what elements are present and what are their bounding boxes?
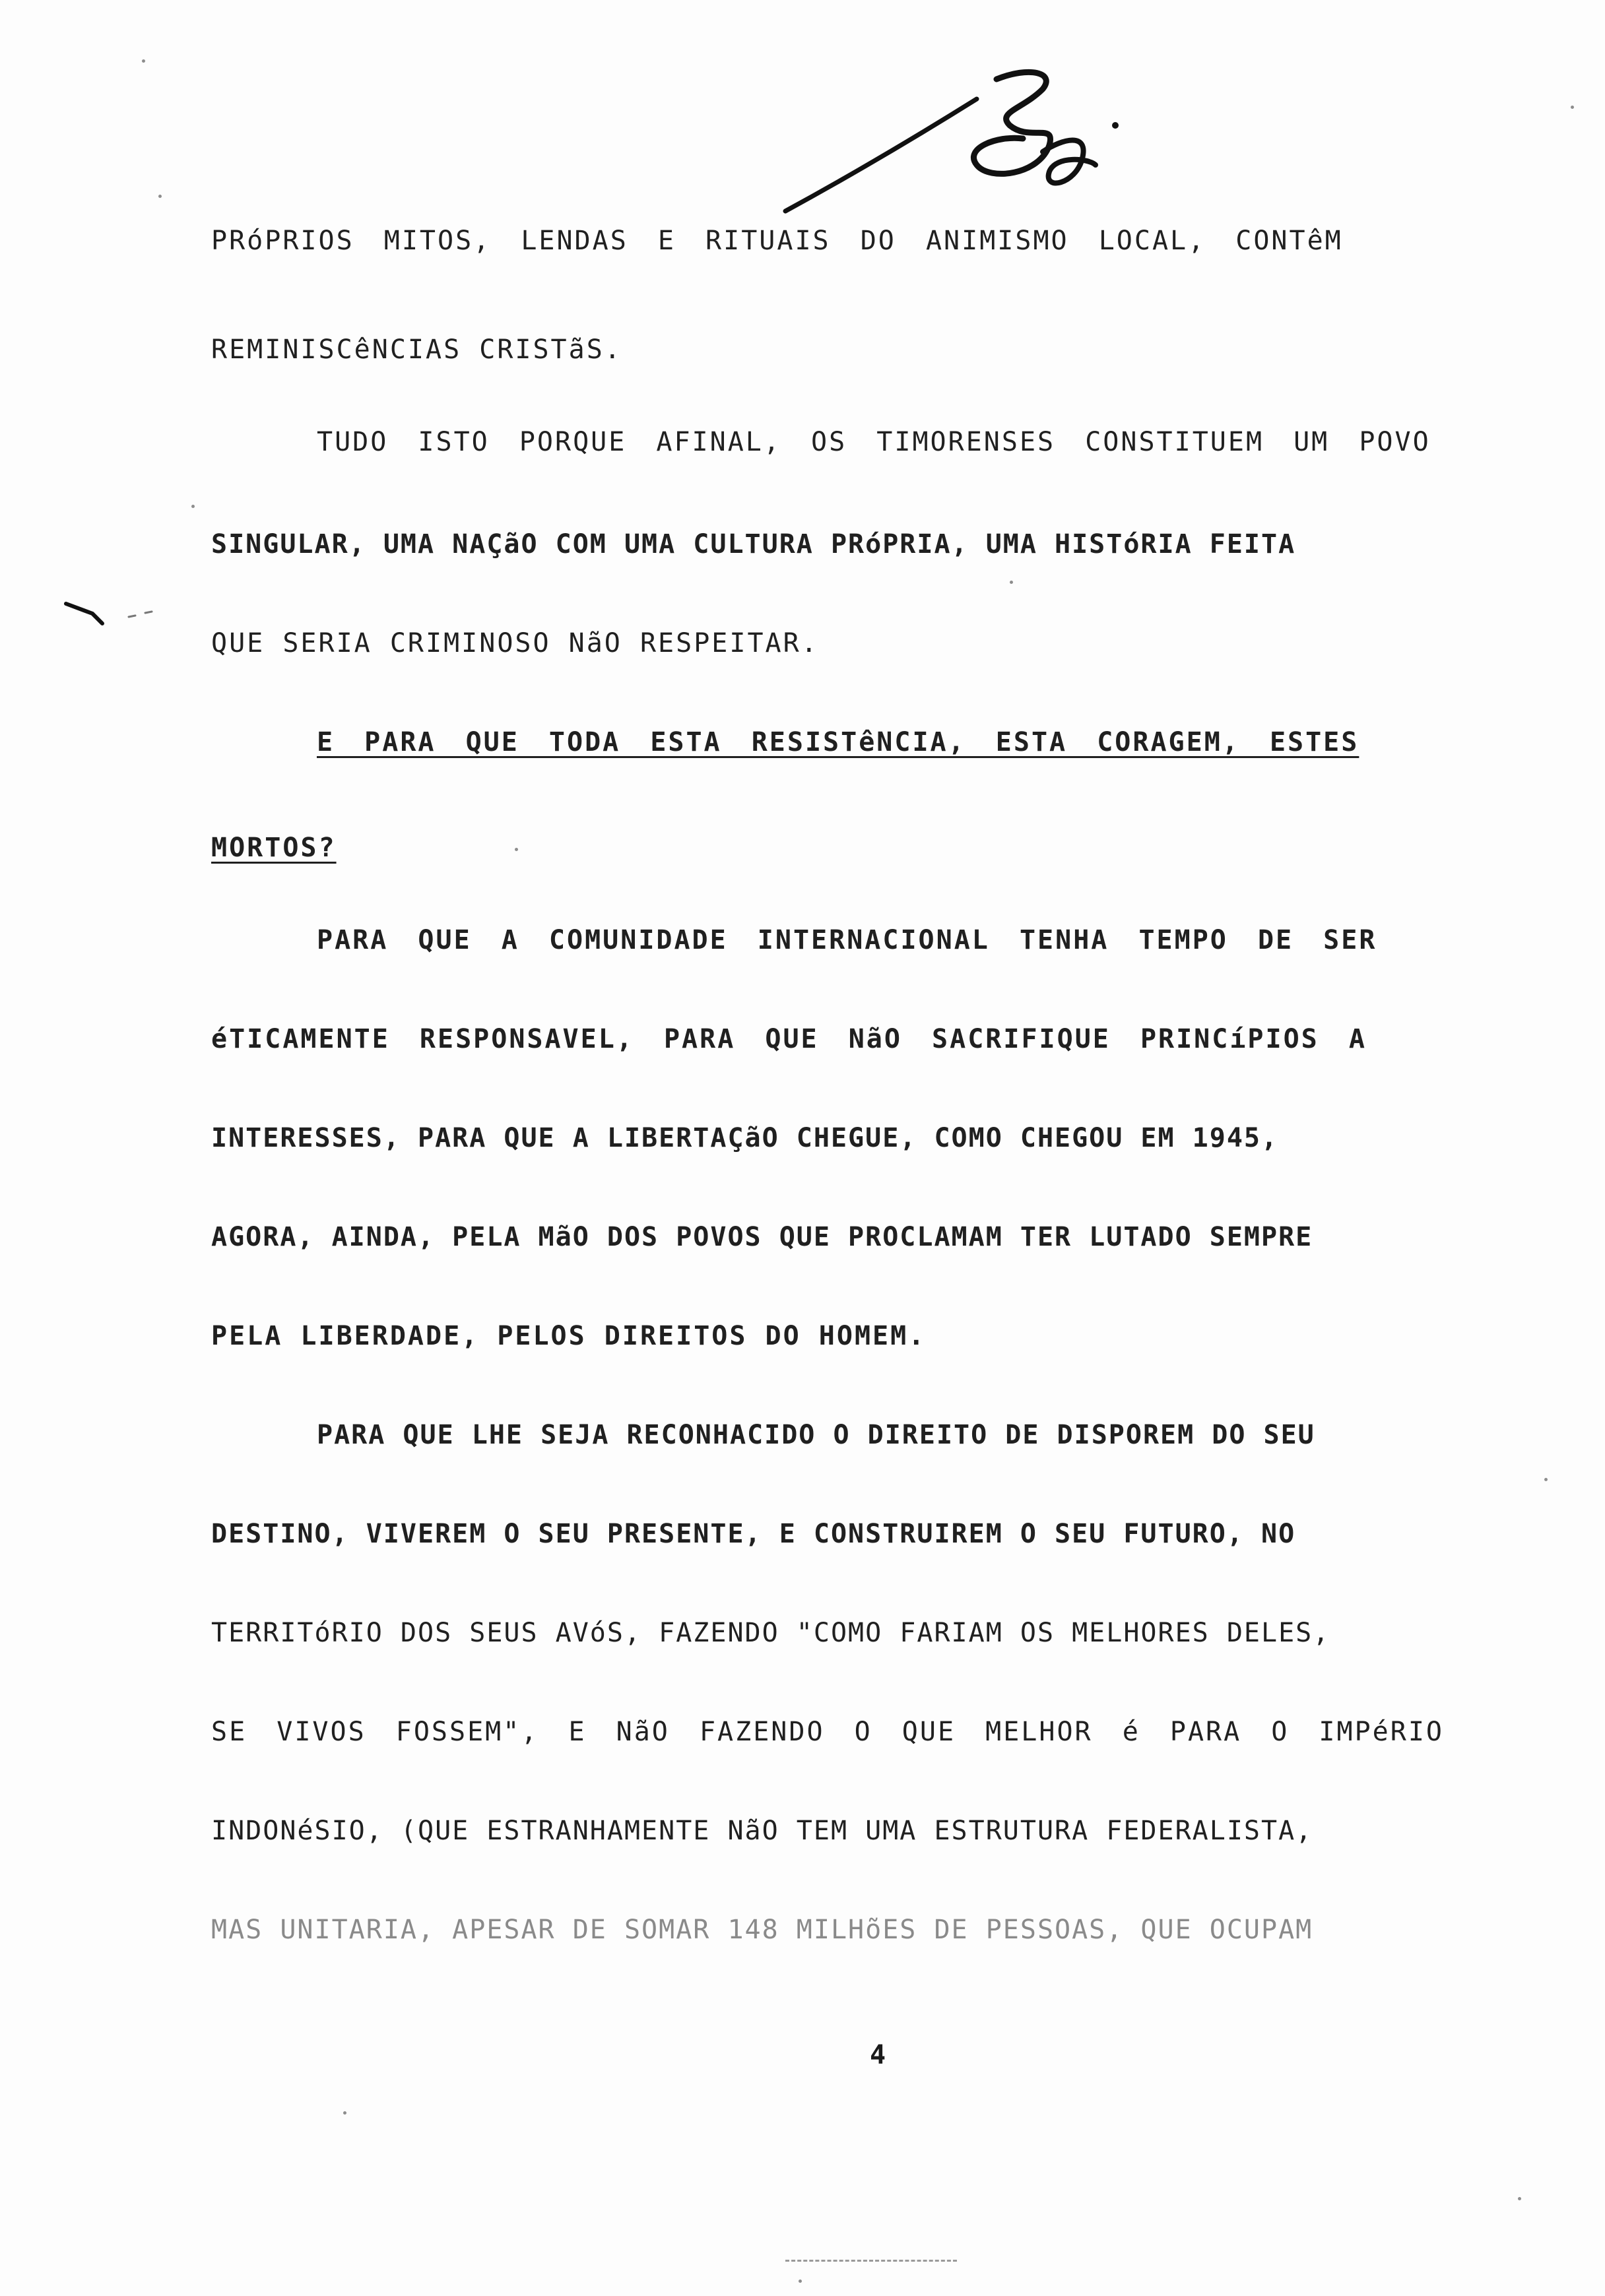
scan-speck [515,848,518,851]
text-line-10: INTERESSES, PARA QUE A LIBERTAÇãO CHEGUE, COMO CHEGOU EM 1945, [211,1123,1279,1153]
margin-check-mark [63,597,181,637]
scan-speck [191,505,195,508]
scan-speck [1544,1478,1548,1481]
text-line-5: QUE SERIA CRIMINOSO NãO RESPEITAR. [211,628,819,658]
scan-speck [158,195,162,198]
text-line-18: MAS UNITARIA, APESAR DE SOMAR 148 MILHõES DE PESSOAS, QUE OCUPAM [211,1915,1313,1945]
text-line-8: PARA QUE A COMUNIDADE INTERNACIONAL TENHA TEMPO DE SER [317,925,1377,955]
handwritten-signature [779,59,1148,231]
text-line-9: éTICAMENTE RESPONSAVEL, PARA QUE NãO SACRIFIQUE PRINCíPIOS A [211,1024,1367,1054]
text-line-11: AGORA, AINDA, PELA MãO DOS POVOS QUE PROCLAMAM TER LUTADO SEMPRE [211,1222,1313,1252]
scan-speck [1010,581,1013,584]
text-line-7-underlined: MORTOS? [211,833,337,863]
text-line-4: SINGULAR, UMA NAÇãO COM UMA CULTURA PRóPRIA, UMA HISTóRIA FEITA [211,529,1296,559]
scan-speck [1518,2197,1521,2200]
text-line-1: PRóPRIOS MITOS, LENDAS E RITUAIS DO ANIMISMO LOCAL, CONTêM [211,226,1343,256]
text-line-3: TUDO ISTO PORQUE AFINAL, OS TIMORENSES CONSTITUEM UM POVO [317,427,1431,457]
page-number: 4 [870,2040,886,2070]
text-line-16: SE VIVOS FOSSEM", E NãO FAZENDO O QUE MELHOR é PARA O IMPéRIO [211,1717,1445,1747]
text-line-13: PARA QUE LHE SEJA RECONHACIDO O DIREITO DE DISPOREM DO SEU [317,1420,1315,1450]
text-line-15: TERRITóRIO DOS SEUS AVóS, FAZENDO "COMO FARIAM OS MELHORES DELES, [211,1618,1330,1648]
scan-speck [343,2111,346,2115]
text-line-6-underlined: E PARA QUE TODA ESTA RESISTêNCIA, ESTA CORAGEM, ESTES [317,727,1359,757]
scan-speck [1571,106,1574,109]
bottom-scan-artifact [785,2260,957,2262]
text-line-12: PELA LIBERDADE, PELOS DIREITOS DO HOMEM. [211,1321,927,1351]
scan-speck [142,59,145,63]
text-line-17: INDONéSIO, (QUE ESTRANHAMENTE NãO TEM UMA ESTRUTURA FEDERALISTA, [211,1816,1313,1846]
text-line-2: REMINISCêNCIAS CRISTãS. [211,335,622,365]
text-line-14: DESTINO, VIVEREM O SEU PRESENTE, E CONSTRUIREM O SEU FUTURO, NO [211,1519,1296,1549]
scan-speck [799,2280,802,2283]
